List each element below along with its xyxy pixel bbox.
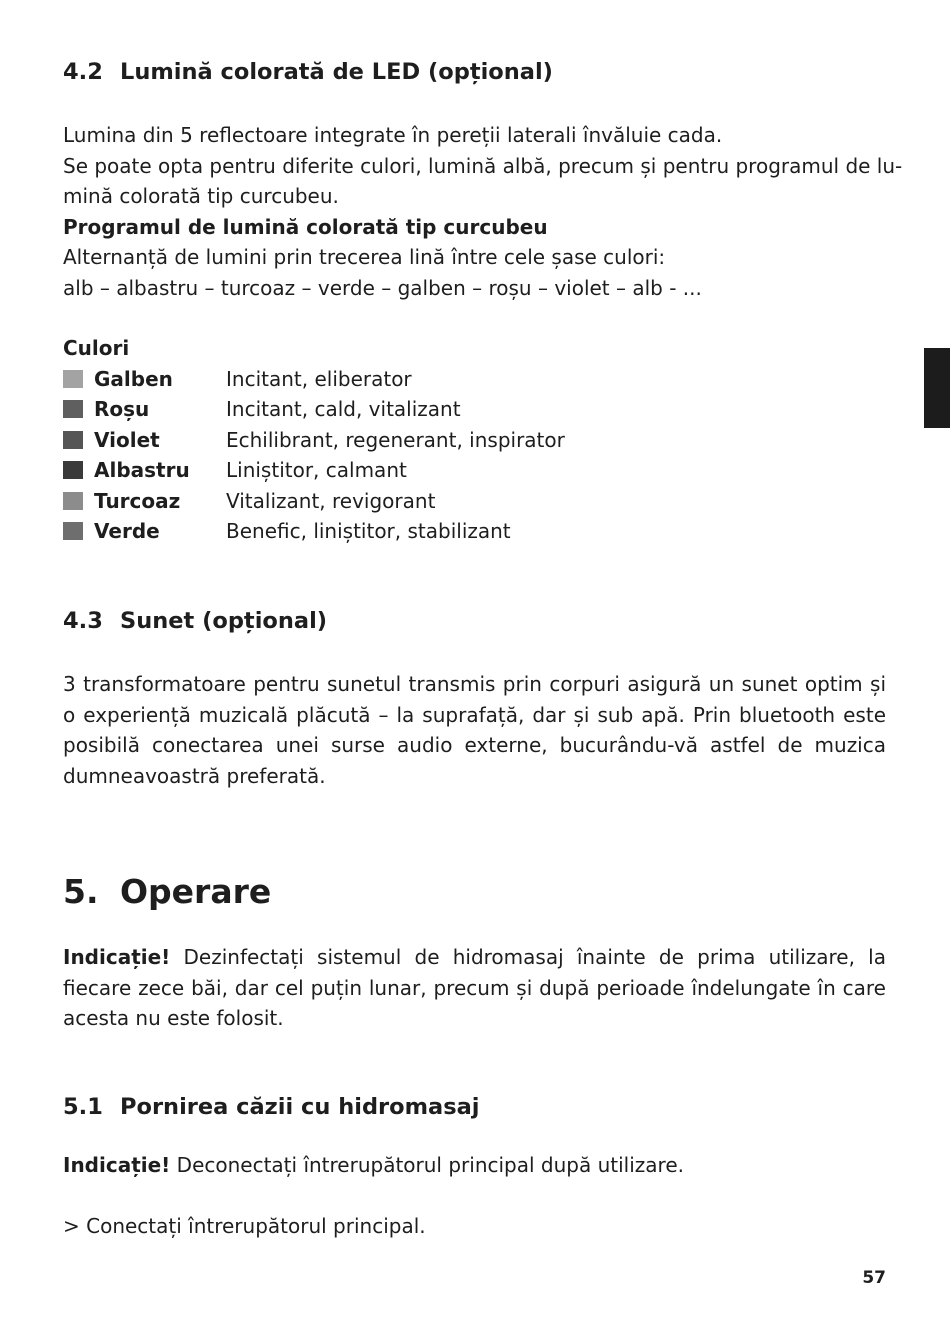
chapter-tab-marker [924,348,950,428]
section-title: Lumină colorată de LED (opțional) [120,59,553,85]
paragraph-line: Se poate opta pentru diferite culori, lumină albă, precum și pentru programul de lu- [63,153,903,178]
color-name: Roșu [94,397,150,421]
section-number: 4.2 [63,59,103,85]
paragraph-line: mină colorată tip curcubeu. [63,184,339,208]
section-heading-4-2 [63,59,553,85]
section-title: Sunet (opțional) [120,608,328,634]
color-swatch [63,400,83,418]
section-heading-5 [63,872,271,911]
page-number: 57 [862,1268,886,1288]
section-heading-5-1 [63,1094,480,1120]
color-name: Galben [94,366,173,391]
section-number: 5.1 [63,1094,103,1120]
color-swatch [63,522,83,540]
color-description: Vitalizant, revigorant [226,488,436,513]
color-description: Echilibrant, regenerant, inspirator [226,427,565,452]
instruction-step: > Conectați întrerupătorul principal. [63,1214,426,1238]
color-description: Incitant, cald, vitalizant [226,397,461,421]
note-text: Dezinfectați sistemul de hidromasaj înainte de prima utilizare, la fiecare zece băi, dar cel puțin lunar, precum și după perioade îndelungate în care acesta nu este folosit. [63,945,886,1030]
note-text: Deconectați întrerupătorul principal după utilizare. [170,1153,684,1177]
color-name: Turcoaz [94,488,181,513]
section-number: 5. [63,872,99,911]
color-swatch [63,492,83,510]
color-swatch [63,461,83,479]
color-description: Benefic, liniștitor, stabilizant [226,519,511,543]
color-swatch [63,431,83,449]
color-name: Albastru [94,458,190,482]
color-description: Incitant, eliberator [226,366,412,391]
color-swatch [63,370,83,388]
colors-heading: Culori [63,336,130,360]
paragraph-line: Alternanță de lumini prin trecerea lină între cele șase culori: [63,245,666,269]
program-title: Programul de lumină colorată tip curcubeu [63,214,548,239]
disinfection-note [63,942,886,1034]
section-title: Pornirea căzii cu hidromasaj [120,1094,480,1120]
note-label: Indicație! [63,1153,171,1177]
color-name: Verde [94,519,160,543]
section-title: Operare [120,872,272,911]
color-description: Liniștitor, calmant [226,458,407,482]
color-name: Violet [94,427,160,452]
section-heading-4-3 [63,608,327,634]
section-number: 4.3 [63,608,103,634]
note-label: Indicație! [63,945,171,969]
switch-note [63,1150,684,1181]
paragraph-line: Lumina din 5 reflectoare integrate în pereții laterali învăluie cada. [63,123,723,147]
sound-paragraph: 3 transformatoare pentru sunetul transmis prin corpuri asigură un sunet optim și o experiență muzicală plăcută – la suprafață, dar și sub apă. Prin bluetooth este posibilă conectarea unei surse audio externe, bucurându-vă astfel de muzica dumneavoastră preferată. [63,672,886,788]
color-sequence: alb – albastru – turcoaz – verde – galben – roșu – violet – alb - ... [63,275,702,300]
